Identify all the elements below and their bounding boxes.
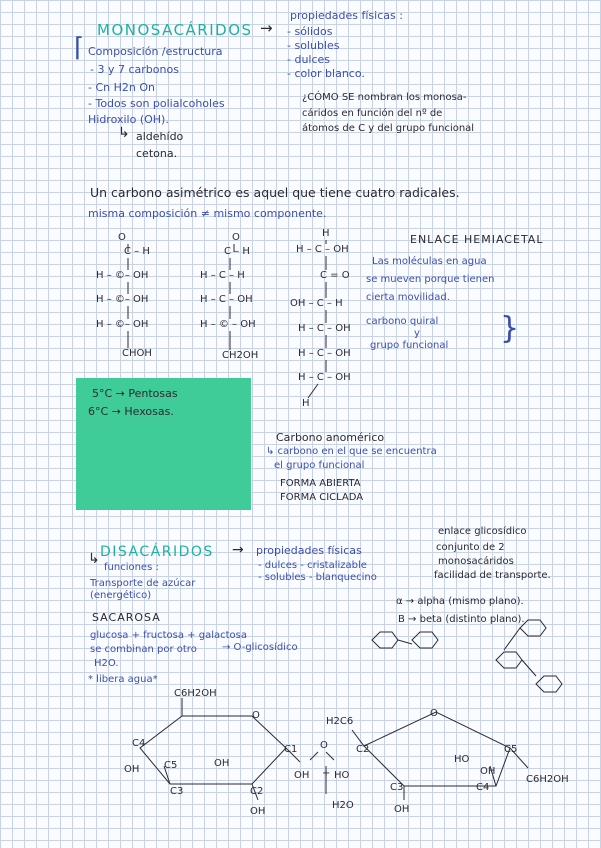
dis-prop: - solubles - blanquecino [258, 572, 377, 583]
branch-icon: ↳ [88, 551, 100, 567]
bottom-label: HO [334, 770, 350, 781]
anomerico-title: Carbono anomérico [276, 431, 385, 444]
bottom-label: OH [480, 766, 496, 777]
s2-line: C – H [224, 246, 250, 257]
comp-title: Composición /estructura [88, 45, 223, 58]
funciones-text: Transporte de azúcar [90, 578, 196, 589]
bracket-text: grupo funcional [370, 340, 449, 351]
monosacaridos-title: MONOSACÁRIDOS [97, 21, 253, 39]
bottom-label: C5 [504, 744, 518, 755]
alpha-text: α → alpha (mismo plano). [396, 596, 524, 607]
group-cetona: cetona. [136, 147, 178, 160]
bottom-label: O [252, 710, 260, 721]
bracket-text: carbono quiral [366, 316, 439, 327]
s2-line: H – C – H [200, 270, 245, 281]
bottom-label: C4 [476, 782, 490, 793]
sacarosa-text: se combinan por otro [90, 644, 197, 655]
comp-item: - Cn H2n On [88, 81, 155, 94]
sacarosa-text: glucosa + fructosa + galactosa [90, 630, 247, 641]
hemiacetal-text: Las moléculas en agua [372, 256, 487, 267]
s3-line: H – C – OH [296, 244, 349, 255]
s1-line: O [118, 232, 126, 243]
form-label: FORMA CICLADA [280, 492, 364, 503]
bottom-label: + [322, 768, 331, 779]
bottom-label: HO [454, 754, 470, 765]
bottom-label: C3 [170, 786, 184, 797]
s3-line: OH – C – H [290, 298, 343, 309]
bracket-text: y [414, 328, 420, 339]
bottom-label: H2O [332, 800, 354, 811]
prop-item: - solubles [287, 39, 340, 52]
s2-line: H – © – OH [200, 319, 256, 330]
bottom-label: C6H2OH [526, 774, 569, 785]
s3-line: H – C – OH [298, 348, 351, 359]
bottom-label: OH [250, 806, 266, 817]
group-aldehido: aldehído [136, 130, 184, 143]
props-title: propiedades físicas : [290, 9, 403, 22]
bottom-label: C1 [284, 744, 298, 755]
sticky-line: 5°C → Pentosas [92, 387, 178, 400]
question-line: átomos de C y del grupo funcional [302, 123, 475, 134]
s2-line: H – C – OH [200, 294, 253, 305]
libera-text: * libera agua* [88, 674, 158, 685]
bottom-label: OH [294, 770, 310, 781]
glicosidico-text: → O-glicosídico [222, 642, 298, 653]
hemiacetal-text: cierta movilidad. [366, 292, 450, 303]
s1-line: C – H [124, 246, 150, 257]
arrow-icon: → [260, 19, 273, 37]
question-line: ¿CÓMO SE nombran los monosa- [302, 92, 467, 103]
prop-item: - color blanco. [287, 67, 365, 80]
s3-line: H – C – OH [298, 372, 351, 383]
hemiacetal-title: ENLACE HEMIACETAL [410, 233, 544, 246]
asimetrico-line: Un carbono asimétrico es aquel que tiene cuatro radicales. [90, 185, 460, 200]
bottom-label: C3 [390, 782, 404, 793]
bracket-icon: ⌈ [74, 33, 85, 63]
bottom-label: OH [394, 804, 410, 815]
hemiacetal-text: se mueven porque tienen [366, 274, 495, 285]
dis-props-title: propiedades físicas [256, 544, 362, 557]
s3-line: H – C – OH [298, 323, 351, 334]
s1-line: H – ©– OH [96, 270, 149, 281]
bottom-label: C2 [356, 744, 370, 755]
funciones-text: (energético) [90, 590, 152, 601]
bottom-label: H2C6 [326, 716, 354, 727]
s1-line: H – ©– OH [96, 294, 149, 305]
sacarosa-text: H2O. [94, 658, 119, 669]
bottom-label: O [320, 740, 328, 751]
enlace-text: monosacáridos [438, 556, 514, 567]
enlace-text: facilidad de transporte. [434, 570, 551, 581]
arrow-icon: → [232, 542, 244, 558]
s3-line: C = O [320, 270, 350, 281]
comp-item: - 3 y 7 carbonos [90, 63, 179, 76]
curly-bracket-icon: } [500, 311, 520, 346]
bottom-label: OH [214, 758, 230, 769]
funciones-label: funciones : [104, 562, 159, 573]
branch-icon: ↳ [118, 125, 130, 141]
form-label: FORMA ABIERTA [280, 478, 361, 489]
bottom-label: C4 [132, 738, 146, 749]
asimetrico-line: misma composición ≠ mismo componente. [88, 207, 327, 220]
disacaridos-title: DISACÁRIDOS [100, 544, 214, 560]
s1-line: CHOH [122, 348, 152, 359]
s3-line: H [302, 398, 310, 409]
bottom-label: C2 [250, 786, 264, 797]
s2-line: O [232, 232, 240, 243]
comp-item: Hidroxilo (OH). [88, 113, 169, 126]
prop-item: - sólidos [287, 25, 333, 38]
beta-text: B → beta (distinto plano). [398, 614, 525, 625]
anomerico-desc: ↳ carbono en el que se encuentra [266, 446, 437, 457]
bottom-label: C5 [164, 760, 178, 771]
dis-prop: - dulces - cristalizable [258, 560, 367, 571]
anomerico-desc: el grupo funcional [274, 460, 365, 471]
enlace-text: conjunto de 2 [436, 542, 505, 553]
s1-line: H – ©– OH [96, 319, 149, 330]
comp-item: - Todos son polialcoholes [88, 97, 225, 110]
prop-item: - dulces [287, 53, 331, 66]
sticky-line: 6°C → Hexosas. [88, 405, 174, 418]
bottom-label: OH [124, 764, 140, 775]
bottom-label: O [430, 708, 438, 719]
question-line: cáridos en función del nº de [302, 108, 443, 119]
bottom-label: C6H2OH [174, 688, 217, 699]
sacarosa-title: SACAROSA [92, 611, 161, 624]
s2-line: CH2OH [222, 350, 259, 361]
s3-line: H [322, 228, 330, 239]
enlace-text: enlace glicosídico [438, 526, 527, 537]
